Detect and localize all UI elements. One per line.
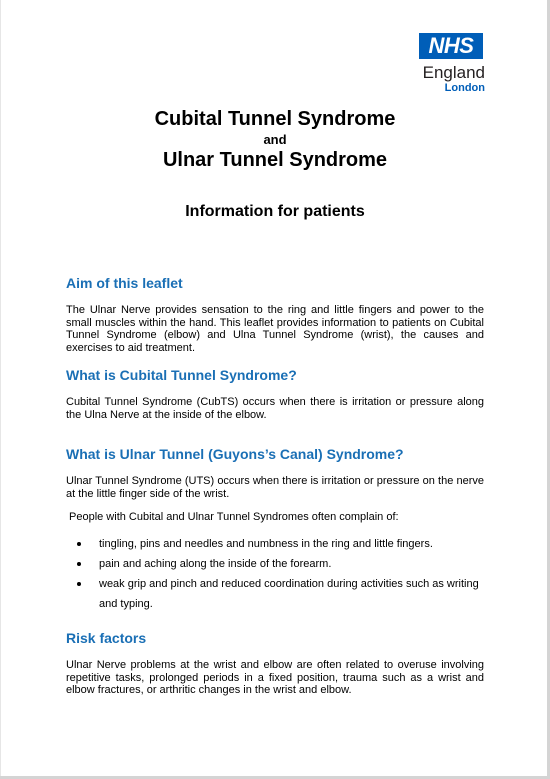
list-item: tingling, pins and needles and numbness in the ring and little fingers.: [66, 534, 484, 554]
document-subtitle: Information for patients: [185, 203, 365, 220]
section-body-risk: Ulnar Nerve problems at the wrist and elbow are often related to overuse involving repetitive tasks, prolonged periods in a fixed position, trauma such as a wrist and elbow fractures, or arthritic changes in the wrist and elbow.: [66, 659, 484, 696]
section-heading-ulnar: What is Ulnar Tunnel (Guyons’s Canal) Syndrome?: [66, 446, 404, 462]
section-heading-cubital: What is Cubital Tunnel Syndrome?: [66, 367, 297, 383]
title-conjunction: and: [263, 132, 287, 147]
section-heading-risk: Risk factors: [66, 630, 147, 646]
section-risk: [66, 630, 484, 697]
document-title: [0, 107, 550, 172]
title-line-1: Cubital Tunnel Syndrome: [154, 108, 396, 130]
section-ulnar: [66, 446, 484, 614]
section-aim: [66, 275, 484, 354]
section-body-ulnar: Ulnar Tunnel Syndrome (UTS) occurs when there is irritation or pressure on the nerve at the little finger side of the wrist.: [66, 475, 484, 500]
section-body-cubital: Cubital Tunnel Syndrome (CubTS) occurs when there is irritation or pressure along the Ulna Nerve at the inside of the elbow.: [66, 396, 484, 421]
nhs-england-logo: [417, 33, 485, 95]
symptoms-intro: People with Cubital and Ulnar Tunnel Syndromes often complain of:: [69, 511, 399, 523]
section-body-aim: The Ulnar Nerve provides sensation to the ring and little fingers and power to the small muscles within the hand. This leaflet provides information to patients on Cubital Tunnel Syndrome (elbow) and Ulna Tunnel Syndrome (wrist), the causes and exercises to aid treatment.: [66, 304, 484, 354]
list-item: weak grip and pinch and reduced coordination during activities such as writing: [66, 574, 484, 594]
list-item: pain and aching along the inside of the forearm.: [66, 554, 484, 574]
logo-region: London: [444, 82, 485, 94]
section-cubital: [66, 367, 484, 421]
title-line-2: Ulnar Tunnel Syndrome: [162, 149, 388, 171]
symptoms-list-continuation: and typing.: [99, 597, 153, 610]
logo-organisation: England: [422, 63, 485, 82]
nhs-logo-box: NHS: [419, 33, 483, 59]
section-heading-aim: Aim of this leaflet: [66, 275, 183, 291]
symptoms-list: [66, 534, 484, 594]
